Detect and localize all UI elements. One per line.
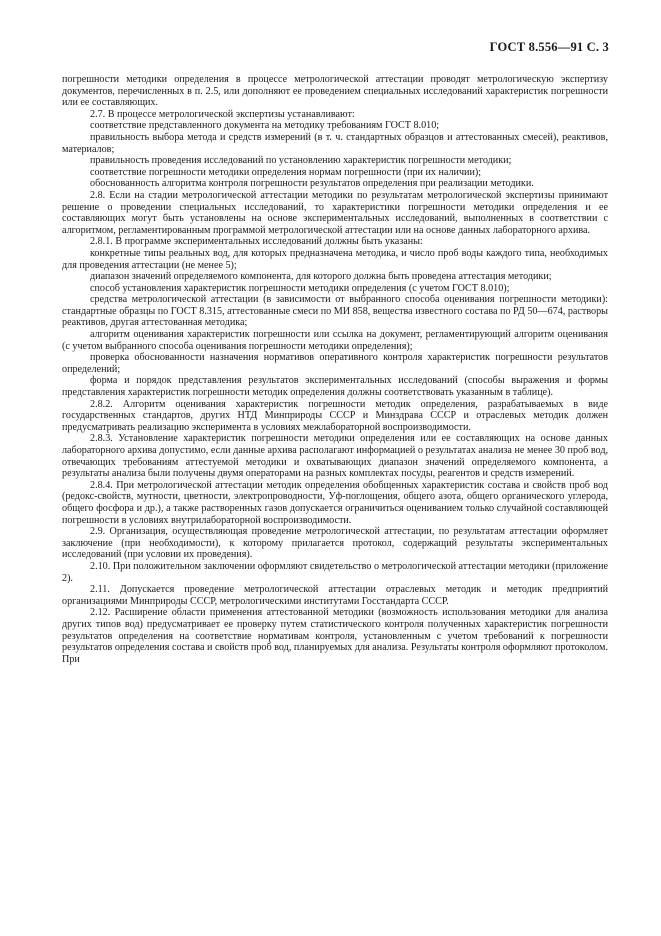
paragraph: правильность выбора метода и средств измерений (в т. ч. стандартных образцов и аттестованных смесей), реактивов, материалов;	[62, 131, 608, 155]
paragraph: проверка обоснованности назначения нормативов оперативного контроля характеристик погрешности результатов определений;	[62, 352, 608, 375]
paragraph: способ установления характеристик погрешности методики определения (с учетом ГОСТ 8.010);	[90, 282, 510, 294]
paragraph: соответствие погрешности методики определения нормам погрешности (при их наличии);	[90, 166, 482, 178]
paragraph: 2.12. Расширение области применения аттестованной методики (возможность использования методики для анализа других типов вод) предусматривает ее проверку путем статистического контроля полученных характеристик погрешности результатов определения на соответствие нормативам контроля, установленным с учетом требований к погрешности результатов определения состава и свойств проб вод, планируемых для анализа. Результаты контроля оформляют протоколом. При	[62, 607, 608, 665]
paragraph: 2.8.4. При метрологической аттестации методик определения обобщенных характеристик состава и свойств проб вод (редокс-свойств, мутности, цветности, электропроводности, Уф-поглощения, общего азота, общего органического углерода, общего фосфора и др.), а также растворенных газов допускается ограничиться оцениванием только случайной составляющей погрешности в условиях внутрилабораторной воспроизводимости.	[62, 479, 608, 526]
paragraph: 2.9. Организация, осуществляющая проведение метрологической аттестации, по результатам аттестации оформляет заключение (при необходимости), к которому прилагается протокол, содержащий результаты экспериментальных исследований (при условии их проведения).	[62, 526, 608, 561]
paragraph: обоснованность алгоритма контроля погрешности результатов определения при реализации методики.	[90, 178, 534, 190]
paragraph: правильность проведения исследований по установлению характеристик погрешности методики;	[90, 155, 512, 167]
paragraph: средства метрологической аттестации (в зависимости от выбранного способа оценивания погрешности методики): стандартные образцы по ГОСТ 8.315, аттестованные смеси по МИ 858, вещества известного состава по РД 50—674, растворы реактивов, другая аттестованная методика;	[62, 294, 608, 329]
paragraph: 2.8.1. В программе экспериментальных исследований должны быть указаны:	[90, 236, 423, 248]
paragraph: 2.7. В процессе метрологической экспертизы устанавливают:	[90, 108, 355, 120]
paragraph: 2.8.2. Алгоритм оценивания характеристик погрешности методик определения, разрабатываемых в виде государственных стандартов, других НТД Минприроды СССР и Минздрава СССР и отраслевых методик должен предусматривать реализацию эксперимента в условиях межлабораторной воспроизводимости.	[62, 398, 608, 433]
paragraph: алгоритм оценивания характеристик погрешности или ссылка на документ, регламентирующий алгоритм оценивания (с учетом выбранного способа оценивания погрешности методики определения);	[62, 329, 608, 352]
paragraph: диапазон значений определяемого компонента, для которого должна быть проведена аттестация методики;	[90, 271, 552, 283]
running-header: ГОСТ 8.556—91 С. 3	[489, 40, 609, 54]
paragraph: 2.8.3. Установление характеристик погрешности методики определения или ее составляющих на основе данных лабораторного архива допустимо, если данные архива располагают информацией о результатах анализа не менее 30 проб вод, отвечающих требованиям аттестуемой методики и охватывающих диапазон значений определяемого компонента, а результаты анализа были получены двумя операторами на разных комплектах посуды, реагентов и средств измерений.	[62, 433, 608, 480]
paragraph: соответствие представленного документа на методику требованиям ГОСТ 8.010;	[90, 120, 440, 132]
paragraph: конкретные типы реальных вод, для которых предназначена методика, и число проб воды каждого типа, необходимых для проведения аттестации (не менее 5);	[62, 247, 608, 271]
paragraph: 2.11. Допускается проведение метрологической аттестации отраслевых методик и методик предприятий организациями Минприроды СССР, метрологическими институтами Госстандарта СССР.	[62, 584, 608, 607]
paragraph: форма и порядок представления результатов экспериментальных исследований (способы выражения и формы представления характеристик погрешности методик определения должны соответствовать указанным в таблице).	[62, 375, 608, 399]
paragraph: погрешности методики определения в процессе метрологической аттестации проводят метрологическую экспертизу документов, перечисленных в п. 2.5, или дополняют ее проведением специальных исследований характеристик погрешности или ее составляющих.	[62, 74, 608, 109]
body-text	[62, 74, 608, 665]
paragraph: 2.10. При положительном заключении оформляют свидетельство о метрологической аттестации методики (приложение 2).	[62, 560, 608, 584]
paragraph: 2.8. Если на стадии метрологической аттестации методики по результатам метрологической экспертизы принимают решение о проведении специальных исследований, то характеристики погрешности методики определения и ее составляющих могут быть установлены на основе экспериментальных исследований, выполненных в соответствии с алгоритмом, регламентированным программой метрологической аттестации или на основе данных лабораторного архива.	[62, 189, 608, 236]
